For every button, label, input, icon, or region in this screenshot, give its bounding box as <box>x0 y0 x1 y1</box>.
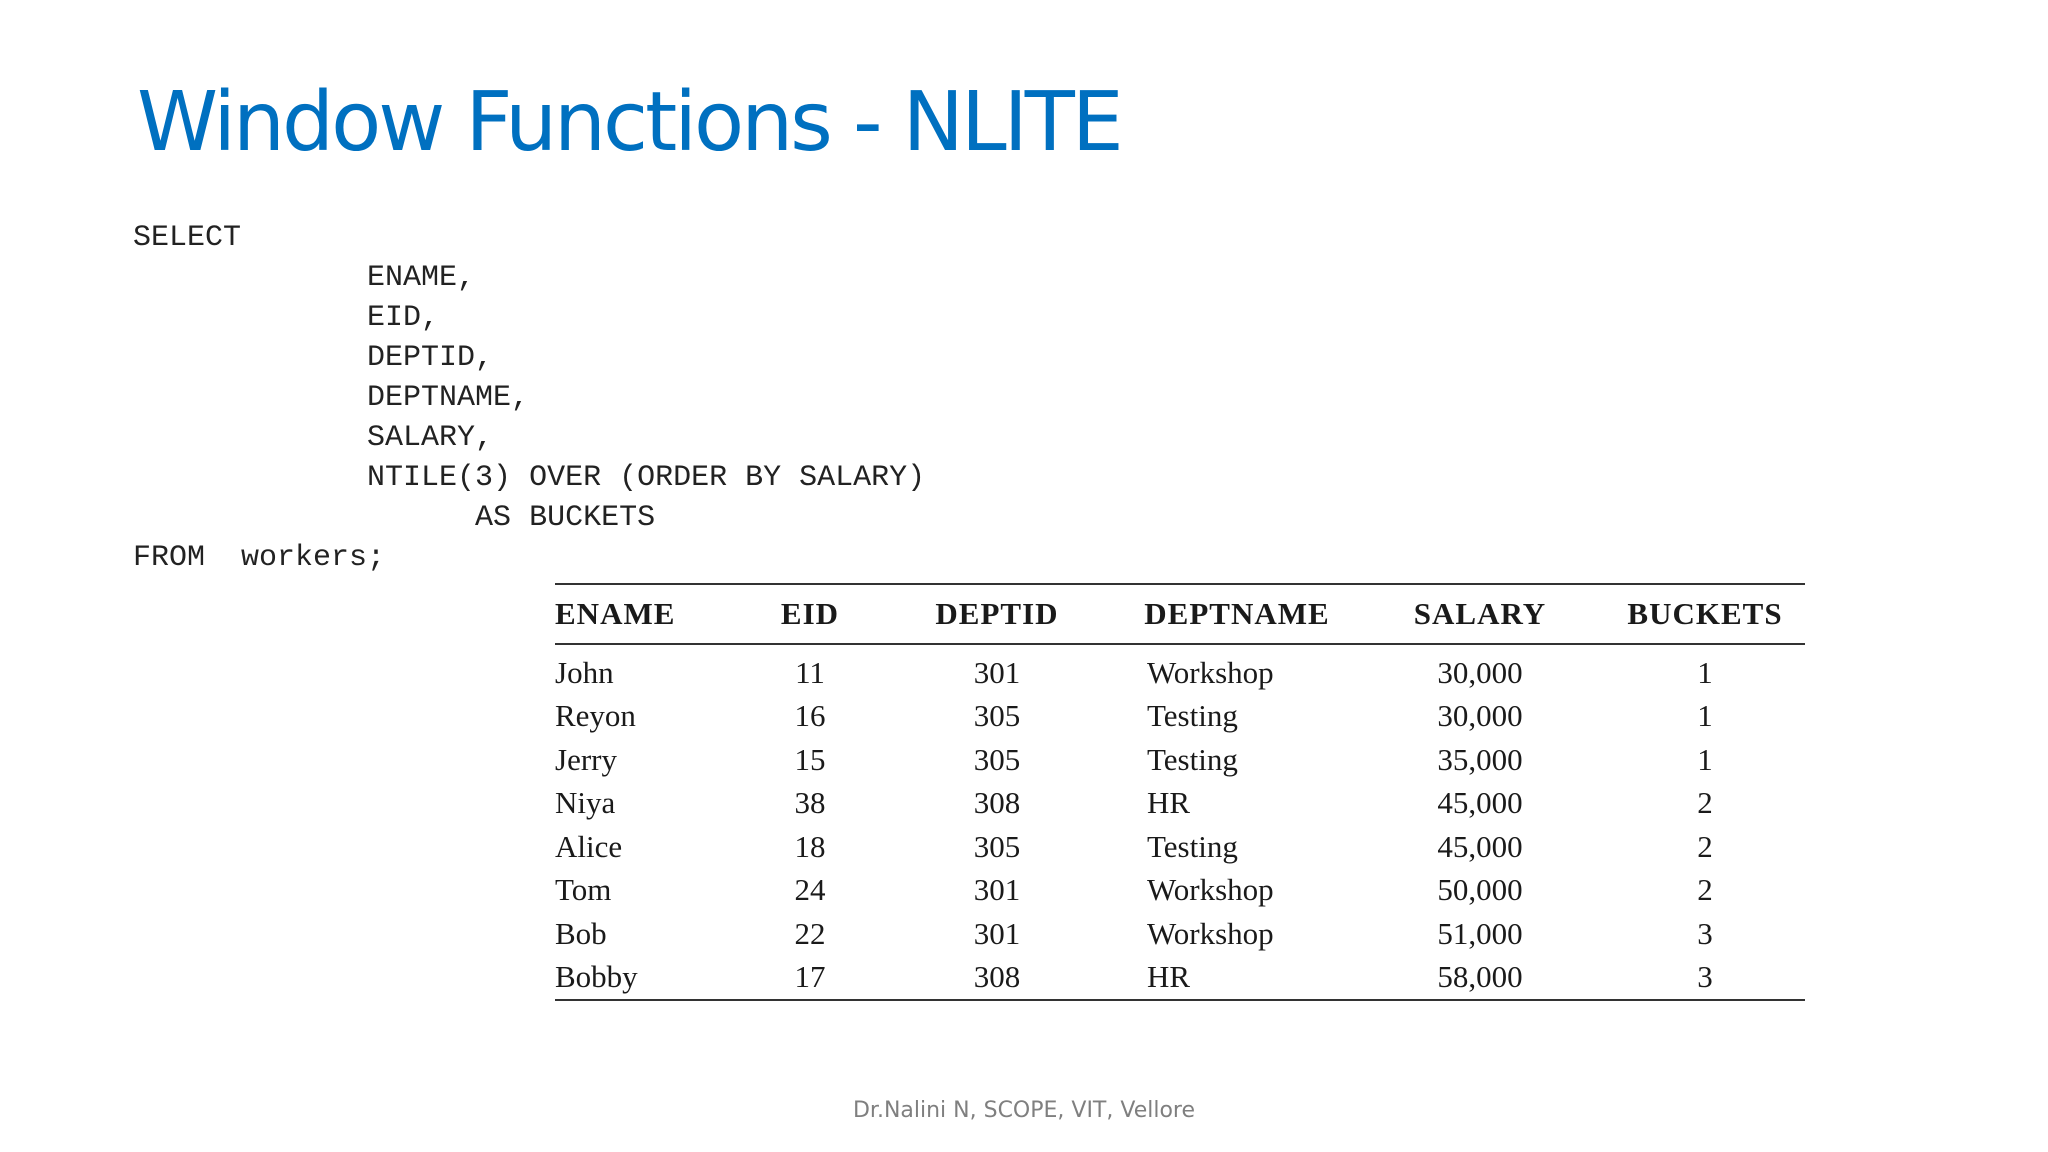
cell-buckets: 1 <box>1697 741 1713 777</box>
cell-eid: 11 <box>795 654 825 690</box>
cell-deptname: Testing <box>1147 741 1238 777</box>
cell-deptid: 305 <box>973 741 1021 777</box>
code-line: DEPTID, <box>133 341 494 375</box>
cell-ename: Alice <box>555 828 623 864</box>
cell-eid: 24 <box>794 872 826 908</box>
cell-deptname: HR <box>1147 785 1191 821</box>
cell-deptid: 301 <box>973 872 1021 908</box>
code-line: EID, <box>133 301 440 335</box>
cell-salary: 30,000 <box>1437 654 1523 690</box>
cell-salary: 45,000 <box>1437 785 1523 821</box>
cell-salary: 45,000 <box>1437 828 1523 864</box>
slide-title: Window Functions - NLITE <box>137 75 1121 170</box>
table-row <box>555 825 1805 869</box>
cell-ename: Jerry <box>555 741 617 777</box>
cell-ename: Reyon <box>555 698 636 734</box>
cell-ename: John <box>555 654 614 690</box>
header-ename: ENAME <box>555 596 676 631</box>
cell-ename: Niya <box>555 785 616 821</box>
cell-salary: 30,000 <box>1437 698 1523 734</box>
cell-deptname: Testing <box>1147 698 1238 734</box>
code-line: ENAME, <box>133 261 476 295</box>
cell-eid: 18 <box>794 828 826 864</box>
table-row <box>555 956 1805 1001</box>
code-line: SELECT <box>133 221 242 255</box>
cell-buckets: 2 <box>1697 785 1713 821</box>
table-row <box>555 869 1805 913</box>
slide-footer: Dr.Nalini N, SCOPE, VIT, Vellore <box>852 1098 1196 1123</box>
cell-buckets: 2 <box>1697 828 1713 864</box>
cell-deptid: 308 <box>973 959 1021 995</box>
cell-deptname: Workshop <box>1147 915 1274 951</box>
cell-deptname: HR <box>1147 959 1191 995</box>
cell-salary: 35,000 <box>1437 741 1523 777</box>
cell-deptname: Testing <box>1147 828 1238 864</box>
cell-deptid: 301 <box>973 654 1021 690</box>
cell-eid: 16 <box>794 698 826 734</box>
code-line: DEPTNAME, <box>133 381 530 415</box>
code-line: NTILE(3) OVER (ORDER BY SALARY) <box>133 461 926 495</box>
code-line: AS BUCKETS <box>133 501 656 535</box>
table-row <box>555 695 1805 739</box>
table-header-row <box>555 584 1805 644</box>
sql-code-block <box>133 218 925 578</box>
table-row <box>555 782 1805 826</box>
cell-eid: 17 <box>794 959 826 995</box>
cell-deptid: 305 <box>973 828 1021 864</box>
cell-deptid: 305 <box>973 698 1021 734</box>
cell-salary: 58,000 <box>1437 959 1523 995</box>
header-buckets: BUCKETS <box>1627 596 1783 631</box>
cell-ename: Bobby <box>555 959 638 995</box>
cell-salary: 50,000 <box>1437 872 1523 908</box>
cell-buckets: 1 <box>1697 654 1713 690</box>
cell-buckets: 2 <box>1697 872 1713 908</box>
cell-salary: 51,000 <box>1437 915 1523 951</box>
header-deptname: DEPTNAME <box>1144 596 1330 631</box>
cell-deptid: 301 <box>973 915 1021 951</box>
header-deptid: DEPTID <box>935 596 1059 631</box>
result-table <box>555 583 1805 1001</box>
cell-eid: 22 <box>794 915 826 951</box>
code-line: FROM workers; <box>133 541 386 575</box>
header-salary: SALARY <box>1413 596 1547 631</box>
cell-ename: Bob <box>555 915 607 951</box>
cell-deptname: Workshop <box>1147 872 1274 908</box>
cell-eid: 15 <box>794 741 826 777</box>
cell-deptid: 308 <box>973 785 1021 821</box>
cell-buckets: 3 <box>1697 959 1713 995</box>
table-row <box>555 644 1805 695</box>
table-row <box>555 912 1805 956</box>
cell-ename: Tom <box>555 872 612 908</box>
cell-eid: 38 <box>794 785 826 821</box>
cell-buckets: 1 <box>1697 698 1713 734</box>
code-line: SALARY, <box>133 421 494 455</box>
table-row <box>555 738 1805 782</box>
header-eid: EID <box>780 596 840 631</box>
cell-buckets: 3 <box>1697 915 1713 951</box>
cell-deptname: Workshop <box>1147 654 1274 690</box>
